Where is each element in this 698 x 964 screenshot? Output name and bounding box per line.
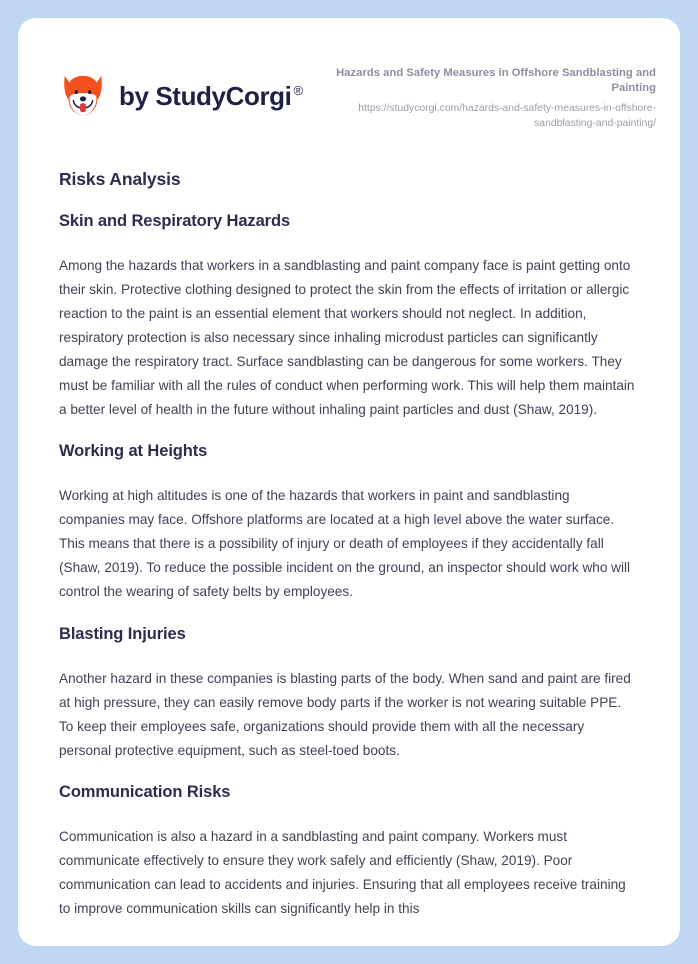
paragraph-skin-respiratory: Among the hazards that workers in a sandblasting and paint company face is paint getting onto their skin. Protective clothing designed to protect the skin from the effects of irritation or allergic reaction to the paint is an essential element that workers should not neglect. In addition, respiratory protection is also necessary since inhaling microdust particles can significantly damage the respiratory tract. Surface sandblasting can be dangerous for some workers. They must be familiar with all the rules of conduct when performing work. This will help them maintain a better level of health in the future without inhaling paint particles and dust (Shaw, 2019). (59, 257, 635, 418)
page-title: Risks Analysis (59, 168, 181, 189)
document-page (18, 18, 680, 946)
document-body (18, 169, 680, 921)
paragraph-communication-risks: Communication is also a hazard in a sandblasting and paint company. Workers must communicate effectively to ensure they work safely and efficiently (Shaw, 2019). Poor communication can lead to accidents and injuries. Ensuring that all employees receive training to improve communication skills can significantly help in this (59, 828, 626, 916)
subsection-heading-blasting-injuries: Blasting Injuries (59, 624, 186, 643)
subsection-heading-working-heights: Working at Heights (59, 442, 208, 461)
document-title: Hazards and Safety Measures in Offshore Sandblasting and Painting (336, 67, 656, 95)
corgi-face-logo-icon (59, 72, 107, 120)
subsection-heading-skin-respiratory: Skin and Respiratory Hazards (59, 211, 291, 230)
document-meta (311, 62, 656, 131)
registered-trademark-mark: ® (293, 82, 303, 98)
subsection-heading-communication-risks: Communication Risks (59, 782, 231, 801)
brand-name: by StudyCorgi ® (119, 80, 303, 111)
paragraph-working-heights: Working at high altitudes is one of the hazards that workers in paint and sandblasting companies may face. Offshore platforms are located at a high level above the water surface. This means that there is a possibility of injury or death of employees if they accidentally fall (Shaw, 2019). To reduce the possible incident on the ground, an inspector should work who will control the wearing of safety belts by employees. (59, 488, 631, 600)
document-source-url[interactable]: https://studycorgi.com/hazards-and-safety-measures-in-offshore-sandblasting-and-painting/ (358, 103, 656, 129)
document-header (18, 18, 680, 131)
paragraph-blasting-injuries: Another hazard in these companies is blasting parts of the body. When sand and paint are fired at high pressure, they can easily remove body parts if the worker is not wearing suitable PPE. To keep their employees safe, organizations should provide them with all the necessary personal protective equipment, such as steel-toed boots. (59, 670, 631, 758)
brand-logo-block[interactable] (59, 62, 303, 120)
